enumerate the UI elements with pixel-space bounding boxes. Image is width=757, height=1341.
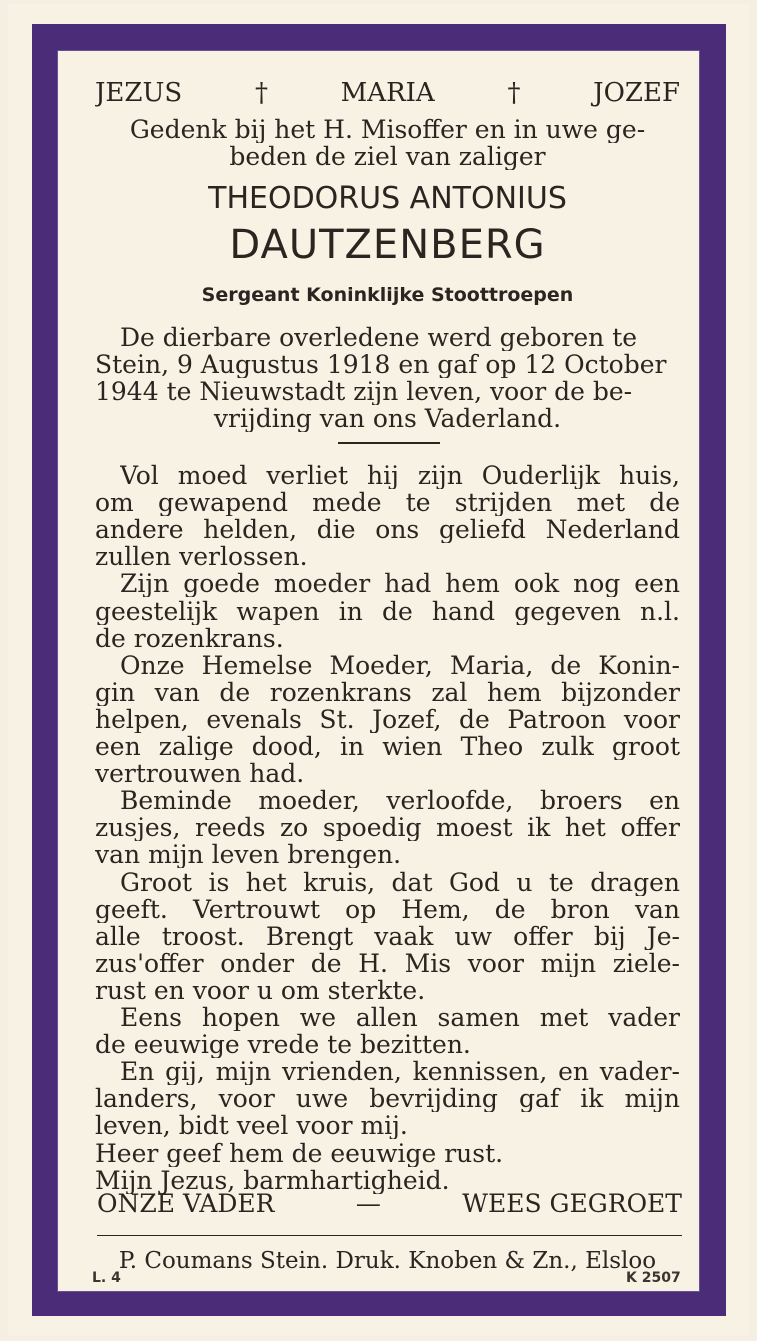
prayers-line [95, 1190, 684, 1217]
body-line: Eens hopen we allen samen met vader [120, 1004, 680, 1031]
body-line: alle troost. Brengt vaak uw offer bij Je- [95, 923, 680, 950]
body-line: geestelijk wapen in de hand gegeven n.l. [95, 598, 680, 625]
body-line: de eeuwige vrede te bezitten. [95, 1031, 471, 1058]
prayer-dash: — [355, 1190, 381, 1217]
body-line: En gij, mijn vrienden, kennissen, en vader- [120, 1058, 680, 1085]
body-line: zusjes, reeds zo spoedig moest ik het offer [95, 814, 680, 841]
body-line: geeft. Vertrouwt op Hem, de bron van [95, 896, 680, 923]
body-line: leven, bidt veel voor mij. [95, 1112, 408, 1139]
body-line: vertrouwen had. [95, 760, 305, 787]
bio-line: De dierbare overledene werd geboren te [120, 324, 638, 351]
code-right: K 2507 [626, 1270, 681, 1286]
bio-line: vrijding van ons Vaderland. [213, 405, 562, 432]
cross-icon: † [254, 80, 268, 107]
body-line: andere helden, die ons geliefd Nederland [95, 516, 680, 543]
body-line: gin van de rozenkrans zal hem bijzonder [95, 679, 680, 706]
bio-line: Stein, 9 Augustus 1918 en gaf op 12 October [95, 351, 667, 378]
body-line: landers, voor uwe bevrijding gaf ik mijn [95, 1085, 680, 1112]
deceased-first-names: THEODORUS ANTONIUS [208, 182, 567, 216]
code-left: L. 4 [92, 1270, 121, 1286]
prayer-hail-mary: WEES GEGROET [462, 1190, 682, 1217]
divider [338, 442, 440, 444]
body-line: zus'offer onder de H. Mis voor mijn ziele- [95, 950, 680, 977]
body-line: Zijn goede moeder had hem ook nog een [120, 570, 680, 597]
bio-line: 1944 te Nieuwstadt zijn leven, voor de be- [95, 378, 633, 405]
printer-imprint: P. Coumans Stein. Druk. Knoben & Zn., Elsloo [118, 1248, 657, 1274]
body-line: zullen verlossen. [95, 543, 308, 570]
header-maria: MARIA [340, 80, 435, 107]
deceased-surname: DAUTZENBERG [229, 222, 546, 268]
body-line: Vol moed verliet hij zijn Ouderlijk huis, [120, 462, 680, 489]
body-line: om gewapend mede te strijden met de [95, 489, 680, 516]
body-line: de rozenkrans. [95, 625, 284, 652]
body-line: Heer geef hem de eeuwige rust. [95, 1140, 504, 1167]
body-line: Mijn Jezus, barmhartigheid. [95, 1167, 450, 1194]
header-jezus: JEZUS [95, 80, 183, 107]
body-line: helpen, evenals St. Jozef, de Patroon voor [95, 706, 680, 733]
body-line: Groot is het kruis, dat God u te dragen [120, 869, 680, 896]
prayer-our-father: ONZE VADER [97, 1190, 275, 1217]
body-line: rust en voor u om sterkte. [95, 977, 426, 1004]
intro-line-2: beden de ziel van zaliger [229, 143, 546, 170]
header-line [95, 80, 680, 107]
body-line: van mijn leven brengen. [95, 841, 402, 868]
intro-line-1: Gedenk bij het H. Misoffer en in uwe ge- [129, 116, 646, 143]
deceased-rank: Sergeant Koninklijke Stoottroepen [201, 284, 574, 306]
footer-divider [97, 1235, 682, 1236]
body-line: Beminde moeder, verloofde, broers en [120, 787, 680, 814]
body-line: een zalige dood, in wien Theo zulk groot [95, 733, 680, 760]
cross-icon: † [507, 80, 521, 107]
header-jozef: JOZEF [593, 80, 680, 107]
body-line: Onze Hemelse Moeder, Maria, de Konin- [120, 652, 680, 679]
